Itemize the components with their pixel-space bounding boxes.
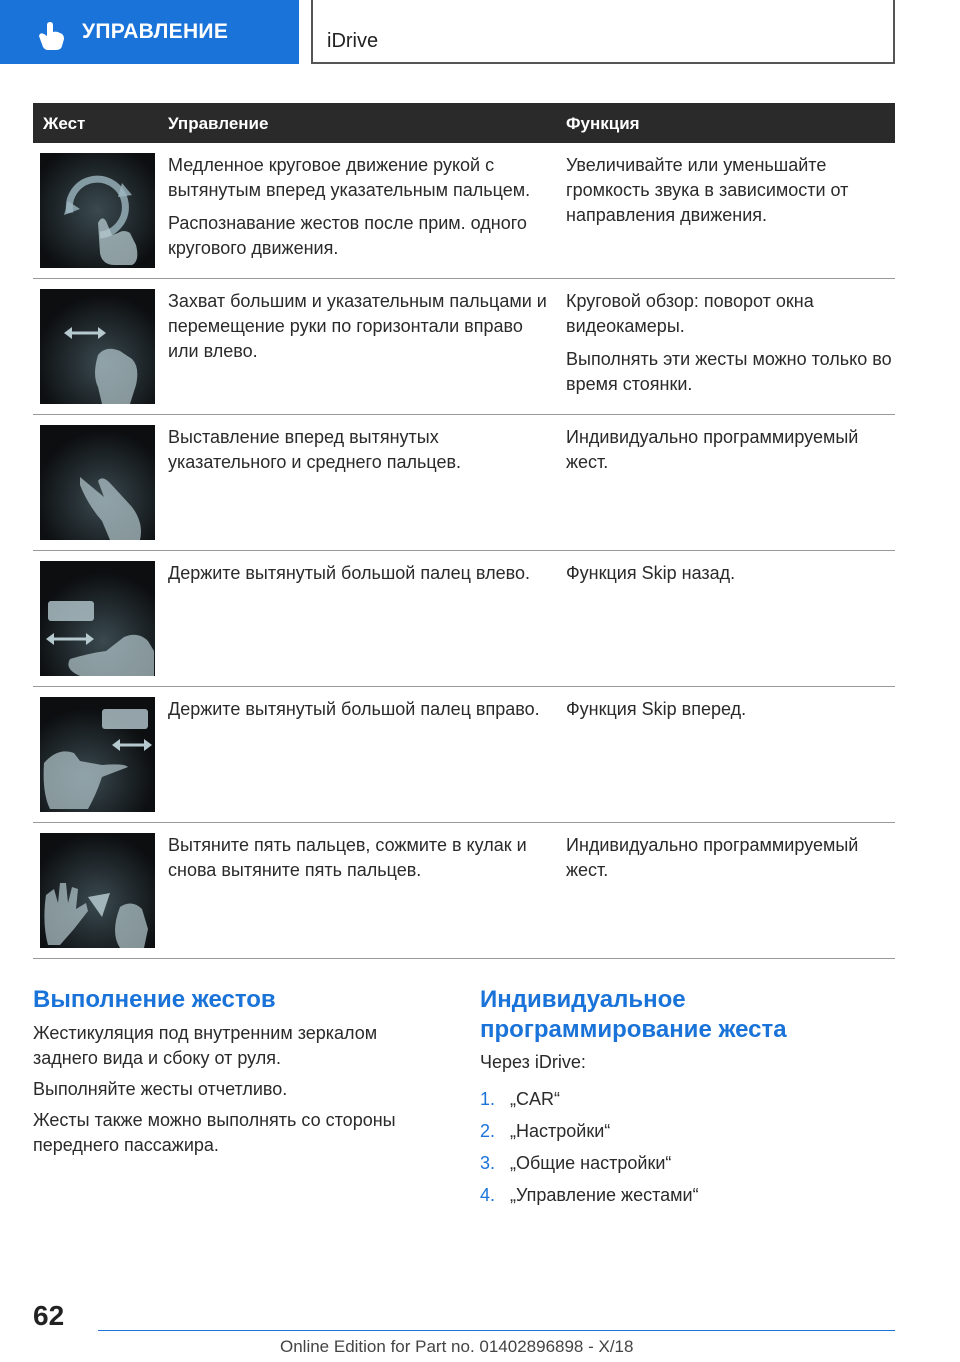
step-label: „Управление жестами“ (510, 1185, 699, 1205)
gesture-two-fingers-image (40, 425, 155, 540)
footer-divider (98, 1330, 895, 1331)
table-header (33, 103, 895, 143)
row-function-text: Функция Skip вперед. (566, 699, 747, 719)
gesture-thumb-left-image (40, 561, 155, 676)
programming-section (480, 985, 895, 1215)
intro-text: Через iDrive: (480, 1052, 586, 1072)
list-item (480, 1119, 895, 1151)
page-number: 62 (33, 1300, 65, 1331)
row-control-text: Держите вытянутый большой палец влево. (168, 563, 530, 583)
gesture-fist-image (40, 833, 155, 948)
row-control-text: Захват большим и указательным пальцами и перемещение руки по горизонтали вправо или влево. (168, 291, 547, 361)
table-row (33, 823, 895, 959)
gestures-section (33, 985, 443, 1158)
steps-list (480, 1087, 895, 1215)
footer-text: Online Edition for Part no. 01402896898 - X/18 (280, 1337, 634, 1356)
row-function-text: Индивидуально программируемый жест. (566, 427, 859, 472)
section-tab (0, 0, 299, 64)
row-control-text: Выставление вперед вытянутых указательного и среднего пальцев. (168, 427, 462, 472)
row-control-text: Вытяните пять пальцев, сожмите в кулак и снова вытяните пять пальцев. (168, 835, 527, 880)
list-item (480, 1087, 895, 1119)
section-title: УПРАВЛЕНИЕ (82, 20, 229, 43)
step-number: 3. (480, 1153, 496, 1173)
row-control-text: Держите вытянутый большой палец вправо. (168, 699, 540, 719)
step-label: „CAR“ (510, 1089, 560, 1109)
section-heading: Индивидуальное программирование жеста (480, 986, 787, 1043)
paragraph: Жестикуляция под внутренним зеркалом заднего вида и сбоку от руля. (33, 1023, 378, 1068)
step-number: 4. (480, 1185, 496, 1205)
header-box (311, 0, 895, 64)
table-row (33, 415, 895, 551)
row-control-note: Распознавание жестов после прим. одного кругового движения. (168, 213, 527, 258)
gesture-table (33, 103, 895, 959)
col-header-function: Функция (566, 114, 640, 133)
row-control-text: Медленное круговое движение рукой с вытянутым вперед указательным пальцем. (168, 155, 531, 200)
page-header-title: iDrive (327, 30, 379, 52)
step-label: „Настройки“ (510, 1121, 611, 1141)
table-row (33, 143, 895, 279)
col-header-control: Управление (168, 114, 269, 133)
hand-pointer-icon (34, 22, 66, 50)
paragraph: Выполняйте жесты отчетливо. (33, 1079, 288, 1099)
step-number: 1. (480, 1089, 496, 1109)
gesture-thumb-right-image (40, 697, 155, 812)
step-label: „Общие настройки“ (510, 1153, 672, 1173)
row-function-text: Индивидуально программируемый жест. (566, 835, 859, 880)
table-row (33, 279, 895, 415)
paragraph: Жесты также можно выполнять со стороны переднего пассажира. (33, 1110, 396, 1155)
row-function-note: Выполнять эти жесты можно только во время стоянки. (566, 349, 892, 394)
gesture-swipe-image (40, 289, 155, 404)
list-item (480, 1183, 895, 1215)
col-header-gesture: Жест (43, 114, 86, 133)
table-row (33, 551, 895, 687)
list-item (480, 1151, 895, 1183)
row-function-text: Круговой обзор: поворот окна видеокамеры. (566, 291, 814, 336)
table-row (33, 687, 895, 823)
section-heading: Выполнение жестов (33, 986, 276, 1013)
step-number: 2. (480, 1121, 496, 1141)
row-function-text: Функция Skip назад. (566, 563, 736, 583)
row-function-text: Увеличивайте или уменьшайте громкость звука в зависимости от направления движения. (566, 155, 849, 225)
gesture-circle-image (40, 153, 155, 268)
